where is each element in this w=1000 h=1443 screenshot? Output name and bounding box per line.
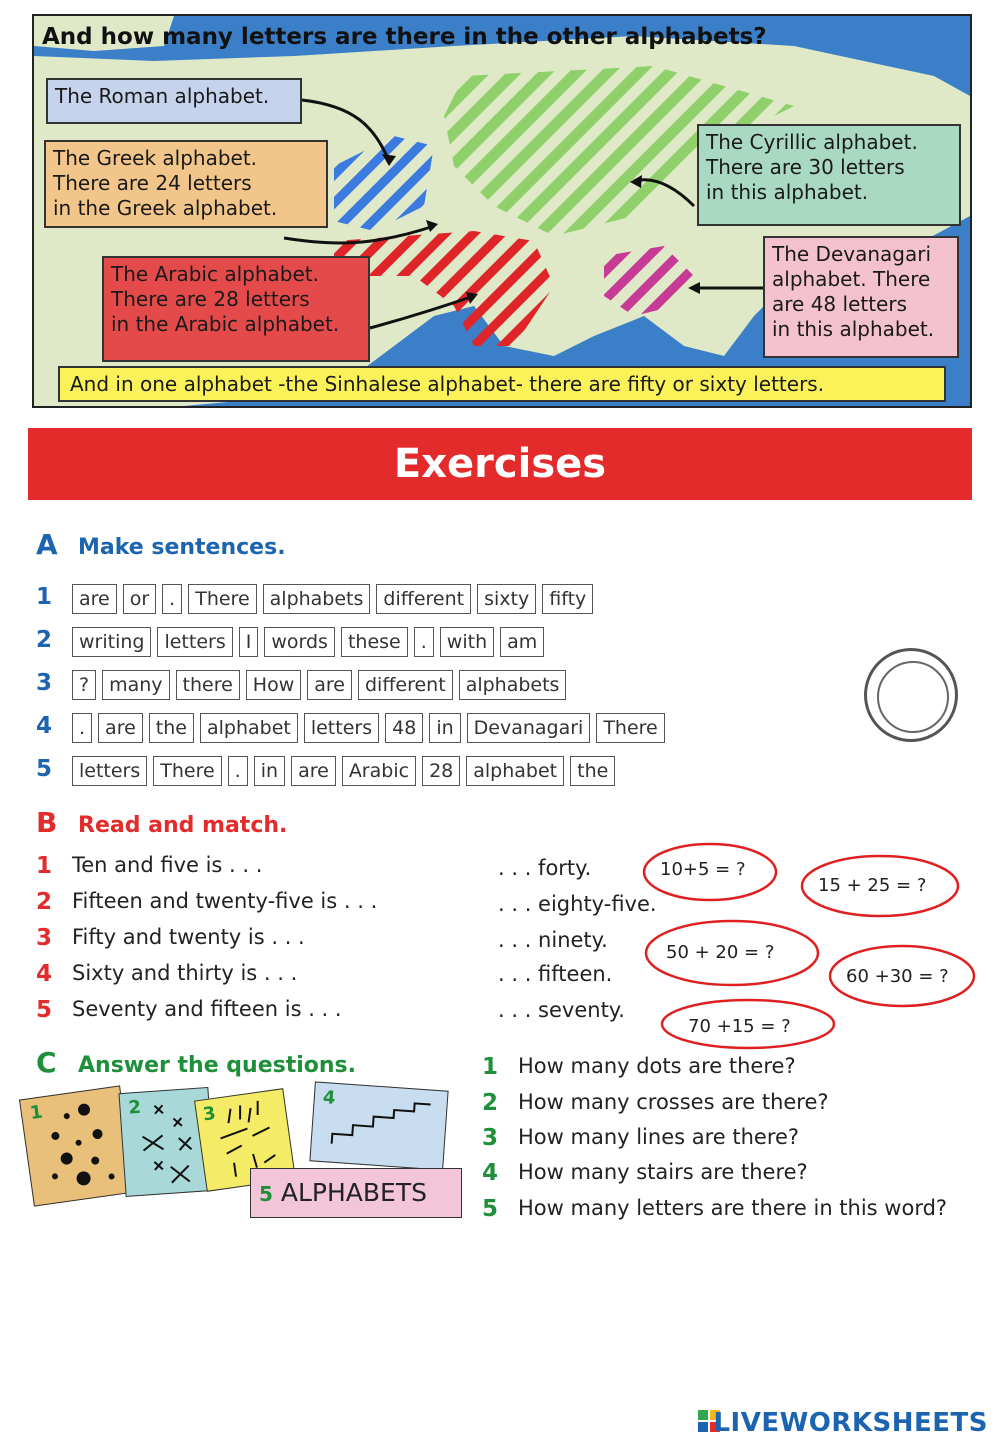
word-tile[interactable]: There (188, 584, 256, 614)
b-answer-1[interactable]: . . . forty. (498, 856, 592, 880)
greek-line-1: The Greek alphabet. (53, 146, 258, 170)
greek-line-3: in the Greek alphabet. (53, 196, 278, 220)
word-tile[interactable]: letters (72, 756, 147, 786)
liveworksheets-logo[interactable]: LIVEWORKSHEETS (713, 1408, 988, 1438)
word-tile[interactable]: fifty (542, 584, 593, 614)
card-2-number: 2 (127, 1096, 142, 1119)
sinhalese-alphabet-box (58, 366, 946, 402)
word-tile[interactable]: . (228, 756, 248, 786)
word-tile[interactable]: Devanagari (467, 713, 591, 743)
section-b-letter: B (36, 806, 58, 839)
row-a2-words (72, 627, 544, 657)
dots-card (19, 1085, 135, 1206)
word-tile[interactable]: am (500, 627, 544, 657)
row-a3-words (72, 670, 566, 700)
word-tile[interactable]: How (246, 670, 301, 700)
word-tile[interactable]: these (341, 627, 408, 657)
bubble-1-text: 10+5 = ? (660, 859, 746, 880)
word-tile[interactable]: alphabet (466, 756, 564, 786)
exercises-header: Exercises (28, 428, 972, 500)
row-a3-number: 3 (36, 670, 53, 696)
word-tile[interactable]: 28 (422, 756, 460, 786)
word-tile[interactable]: ? (72, 670, 96, 700)
c4-number: 4 (482, 1160, 499, 1186)
word-tile[interactable]: alphabet (200, 713, 298, 743)
card-1-number: 1 (28, 1101, 44, 1125)
arabic-line-1: The Arabic alphabet. (111, 262, 319, 286)
stairs-card (309, 1081, 448, 1170)
section-a-letter: A (36, 528, 58, 561)
devanagari-line-1: The Devanagari (772, 242, 932, 266)
word-tile[interactable]: are (291, 756, 336, 786)
bubble-3-text: 50 + 20 = ? (666, 942, 775, 963)
bubble-2-text: 15 + 25 = ? (818, 875, 927, 896)
b3-number: 3 (36, 925, 53, 951)
word-tile[interactable]: are (307, 670, 352, 700)
sinhalese-line: And in one alphabet -the Sinhalese alphabet- there are fifty or sixty letters. (70, 372, 825, 396)
c5-question: How many letters are there in this word? (518, 1196, 948, 1220)
word-tile[interactable]: alphabets (263, 584, 371, 614)
row-a1-words (72, 584, 593, 614)
row-a4-words (72, 713, 665, 743)
row-a2-number: 2 (36, 627, 53, 653)
word-tile[interactable]: are (98, 713, 143, 743)
devanagari-alphabet-box (763, 236, 959, 358)
word-tile[interactable]: in (254, 756, 285, 786)
c2-question: How many crosses are there? (518, 1090, 829, 1114)
b4-text: Sixty and thirty is . . . (72, 961, 298, 985)
word-tile[interactable]: alphabets (459, 670, 567, 700)
arabic-line-2: There are 28 letters (111, 287, 310, 311)
row-a5-words (72, 756, 615, 786)
word-tile[interactable]: in (429, 713, 460, 743)
card-5-word: ALPHABETS (280, 1178, 427, 1207)
c1-number: 1 (482, 1054, 499, 1080)
bubble-4-text: 60 +30 = ? (846, 966, 949, 987)
word-tile[interactable]: . (162, 584, 182, 614)
word-tile[interactable]: the (570, 756, 615, 786)
word-tile[interactable]: There (596, 713, 664, 743)
word-tile[interactable]: or (123, 584, 156, 614)
b1-text: Ten and five is . . . (72, 853, 263, 877)
bubble-5-text: 70 +15 = ? (688, 1016, 791, 1037)
arabic-alphabet-box (102, 256, 370, 362)
card-4-number: 4 (322, 1087, 337, 1109)
map-title: And how many letters are there in the other alphabets? (42, 24, 767, 50)
devanagari-line-4: in this alphabet. (772, 317, 935, 341)
word-tile[interactable]: many (102, 670, 169, 700)
b3-text: Fifty and twenty is . . . (72, 925, 305, 949)
devanagari-line-2: alphabet. There (772, 267, 931, 291)
b5-number: 5 (36, 997, 53, 1023)
arabic-line-3: in the Arabic alphabet. (111, 312, 340, 336)
b-answer-5[interactable]: . . . seventy. (498, 998, 625, 1022)
stamp-seal (864, 648, 958, 742)
c3-question: How many lines are there? (518, 1125, 800, 1149)
c3-number: 3 (482, 1125, 499, 1151)
c4-question: How many stairs are there? (518, 1160, 808, 1184)
section-a-title: Make sentences. (78, 535, 286, 560)
b4-number: 4 (36, 961, 53, 987)
word-tile[interactable]: different (376, 584, 471, 614)
word-tile[interactable]: 48 (385, 713, 423, 743)
section-c-title: Answer the questions. (78, 1053, 357, 1078)
word-tile[interactable]: sixty (477, 584, 536, 614)
word-tile[interactable]: different (358, 670, 453, 700)
alphabet-map (32, 14, 972, 408)
b5-text: Seventy and fifteen is . . . (72, 997, 342, 1021)
word-tile[interactable]: . (414, 627, 434, 657)
row-a5-number: 5 (36, 756, 53, 782)
word-tile[interactable]: words (264, 627, 335, 657)
devanagari-line-3: are 48 letters (772, 292, 907, 316)
section-c-letter: C (36, 1046, 57, 1079)
b-answer-2[interactable]: . . . eighty-five. (498, 892, 657, 916)
greek-line-2: There are 24 letters (53, 171, 252, 195)
cyrillic-line-3: in this alphabet. (706, 180, 869, 204)
word-tile[interactable]: writing (72, 627, 151, 657)
c5-number: 5 (482, 1196, 499, 1222)
c2-number: 2 (482, 1090, 499, 1116)
roman-line: The Roman alphabet. (55, 84, 270, 108)
roman-alphabet-box (46, 78, 302, 124)
word-tile[interactable]: letters (157, 627, 232, 657)
alphabets-card (250, 1168, 462, 1218)
word-tile[interactable]: . (72, 713, 92, 743)
b2-number: 2 (36, 889, 53, 915)
cyrillic-line-2: There are 30 letters (706, 155, 905, 179)
section-b-title: Read and match. (78, 813, 288, 838)
cyrillic-alphabet-box (697, 124, 961, 226)
word-tile[interactable]: the (149, 713, 194, 743)
b-answer-3[interactable]: . . . ninety. (498, 928, 608, 952)
b2-text: Fifteen and twenty-five is . . . (72, 889, 378, 913)
greek-alphabet-box (44, 140, 328, 228)
card-5-number: 5 (259, 1182, 273, 1206)
word-tile[interactable]: there (176, 670, 240, 700)
cyrillic-line-1: The Cyrillic alphabet. (706, 130, 918, 154)
row-a1-number: 1 (36, 584, 53, 610)
word-tile[interactable]: There (153, 756, 221, 786)
row-a4-number: 4 (36, 713, 53, 739)
b-answer-4[interactable]: . . . fifteen. (498, 962, 613, 986)
word-tile[interactable]: I (239, 627, 259, 657)
word-tile[interactable]: Arabic (342, 756, 416, 786)
c1-question: How many dots are there? (518, 1054, 796, 1078)
word-tile[interactable]: are (72, 584, 117, 614)
b1-number: 1 (36, 853, 53, 879)
card-3-number: 3 (201, 1102, 217, 1126)
word-tile[interactable]: with (440, 627, 494, 657)
word-tile[interactable]: letters (304, 713, 379, 743)
